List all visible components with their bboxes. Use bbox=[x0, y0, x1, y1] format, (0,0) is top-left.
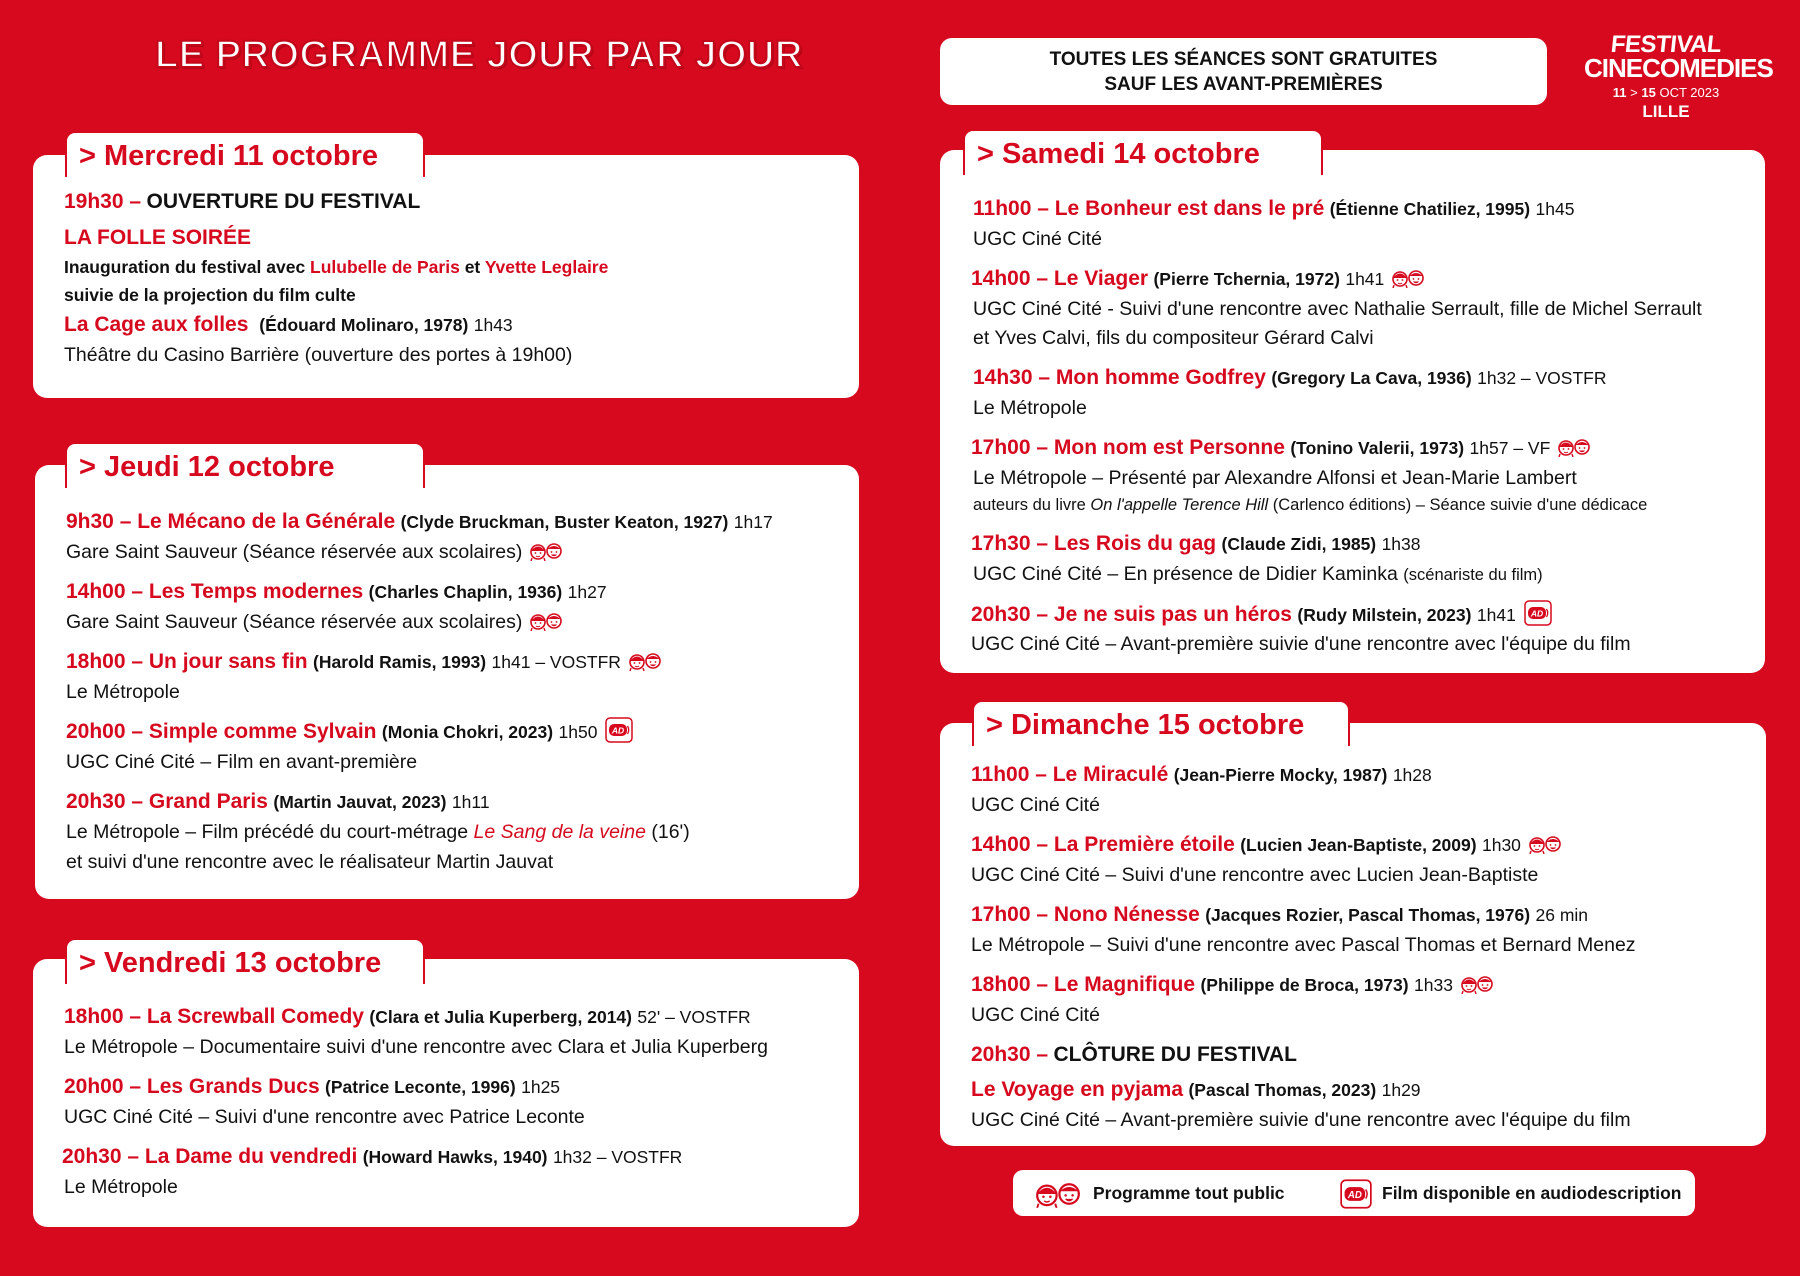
day-tab-thursday: > Jeudi 12 octobre bbox=[65, 442, 425, 488]
session-opening: 19h30 – OUVERTURE DU FESTIVAL bbox=[64, 190, 421, 213]
session-subtitle: LA FOLLE SOIRÉE bbox=[64, 226, 252, 249]
day-tab-saturday: > Samedi 14 octobre bbox=[963, 129, 1323, 175]
logo-line-2: CINECOMEDIES bbox=[1584, 53, 1773, 83]
session-item: 17h00 – Mon nom est Personne (Tonino Valerii, 1973) 1h57 – VF bbox=[971, 434, 1592, 462]
session-place: Le Métropole – Documentaire suivi d'une rencontre avec Clara et Julia Kuperberg bbox=[64, 1036, 768, 1058]
session-place: UGC Ciné Cité – Suivi d'une rencontre avec Patrice Leconte bbox=[64, 1106, 585, 1128]
festival-logo bbox=[1584, 31, 1773, 133]
kids-audience-icon bbox=[627, 651, 663, 671]
session-place: Le Métropole bbox=[973, 397, 1087, 419]
day-tab-wednesday: > Mercredi 11 octobre bbox=[65, 131, 425, 177]
legend-kids-label: Programme tout public bbox=[1093, 1183, 1285, 1203]
audiodescription-icon bbox=[605, 717, 633, 743]
session-item: 14h30 – Mon homme Godfrey (Gregory La Cava, 1936) 1h32 – VOSTFR bbox=[973, 366, 1607, 389]
legend-ad-label: Film disponible en audiodescription bbox=[1382, 1183, 1682, 1203]
session-place: Le Métropole bbox=[64, 1176, 178, 1198]
session-item: 18h00 – Un jour sans fin (Harold Ramis, 1993) 1h41 – VOSTFR bbox=[66, 648, 663, 676]
session-item: 20h00 – Simple comme Sylvain (Monia Chokri, 2023) 1h50 bbox=[66, 717, 633, 746]
session-closing: 20h30 – CLÔTURE DU FESTIVAL bbox=[971, 1043, 1297, 1066]
session-item: 18h00 – La Screwball Comedy (Clara et Julia Kuperberg, 2014) 52' – VOSTFR bbox=[64, 1005, 751, 1028]
session-item: 9h30 – Le Mécano de la Générale (Clyde Bruckman, Buster Keaton, 1927) 1h17 bbox=[66, 510, 773, 533]
session-item: 14h00 – Le Viager (Pierre Tchernia, 1972) 1h41 bbox=[971, 265, 1426, 293]
session-place: Le Métropole – Suivi d'une rencontre avec Pascal Thomas et Bernard Menez bbox=[971, 934, 1636, 956]
logo-dates: 11 > 15 OCT 2023 bbox=[1612, 85, 1720, 100]
audiodescription-icon bbox=[1524, 600, 1552, 626]
logo-line-1: FESTIVAL bbox=[1609, 31, 1723, 58]
session-place: Le Métropole – Présenté par Alexandre Alfonsi et Jean-Marie Lambert bbox=[973, 467, 1577, 489]
session-place: UGC Ciné Cité bbox=[971, 794, 1100, 816]
legend bbox=[1013, 1170, 1695, 1216]
session-desc: Inauguration du festival avec Lulubelle de Paris et Yvette Leglaire bbox=[64, 257, 609, 277]
session-place: Le Métropole bbox=[66, 681, 180, 703]
session-item: 20h30 – Grand Paris (Martin Jauvat, 2023) 1h11 bbox=[66, 790, 490, 813]
session-item: 14h00 – La Première étoile (Lucien Jean-Baptiste, 2009) 1h30 bbox=[971, 831, 1563, 859]
session-place: UGC Ciné Cité – Film en avant-première bbox=[66, 751, 418, 773]
session-item: 17h00 – Nono Nénesse (Jacques Rozier, Pascal Thomas, 1976) 26 min bbox=[971, 903, 1589, 926]
kids-audience-icon bbox=[528, 611, 564, 631]
session-item: 20h30 – Je ne suis pas un héros (Rudy Milstein, 2023) 1h41 bbox=[971, 600, 1552, 629]
session-place: UGC Ciné Cité bbox=[973, 228, 1102, 250]
session-place: Théâtre du Casino Barrière (ouverture des portes à 19h00) bbox=[64, 344, 573, 366]
session-item: 20h30 – La Dame du vendredi (Howard Hawks, 1940) 1h32 – VOSTFR bbox=[62, 1145, 683, 1168]
session-item: 18h00 – Le Magnifique (Philippe de Broca, 1973) 1h33 bbox=[971, 971, 1495, 999]
session-item: 17h30 – Les Rois du gag (Claude Zidi, 1985) 1h38 bbox=[971, 532, 1421, 555]
kids-audience-icon bbox=[1459, 974, 1495, 994]
session-closing-film: Le Voyage en pyjama (Pascal Thomas, 2023) 1h29 bbox=[971, 1078, 1421, 1101]
session-desc-2: suivie de la projection du film culte bbox=[64, 285, 356, 305]
session-place: Le Métropole – Film précédé du court-métrage Le Sang de la veine (16') bbox=[66, 821, 690, 843]
kids-audience-icon bbox=[528, 541, 564, 561]
session-place: UGC Ciné Cité – Suivi d'une rencontre avec Lucien Jean-Baptiste bbox=[971, 864, 1539, 886]
free-sessions-notice bbox=[940, 38, 1547, 105]
kids-audience-icon bbox=[1390, 268, 1426, 288]
session-place: UGC Ciné Cité – Avant-première suivie d'une rencontre avec l'équipe du film bbox=[971, 633, 1631, 655]
session-item: 11h00 – Le Miraculé (Jean-Pierre Mocky, 1987) 1h28 bbox=[971, 763, 1432, 786]
session-item: 20h00 – Les Grands Ducs (Patrice Leconte, 1996) 1h25 bbox=[64, 1075, 561, 1098]
kids-audience-icon bbox=[1556, 437, 1592, 457]
kids-audience-icon bbox=[1033, 1180, 1083, 1208]
session-place: Gare Saint Sauveur (Séance réservée aux scolaires) bbox=[66, 538, 564, 566]
session-place: Gare Saint Sauveur (Séance réservée aux scolaires) bbox=[66, 608, 564, 636]
page-title: LE PROGRAMME JOUR PAR JOUR bbox=[155, 34, 803, 76]
logo-city: LILLE bbox=[1642, 102, 1690, 121]
session-item: 11h00 – Le Bonheur est dans le pré (Étienne Chatiliez, 1995) 1h45 bbox=[973, 197, 1575, 220]
session-place: UGC Ciné Cité – Avant-première suivie d'une rencontre avec l'équipe du film bbox=[971, 1109, 1631, 1131]
session-place: UGC Ciné Cité - Suivi d'une rencontre avec Nathalie Serrault, fille de Michel Serrault bbox=[973, 298, 1702, 320]
notice-line-2: SAUF LES AVANT-PREMIÈRES bbox=[1104, 73, 1383, 95]
session-note: auteurs du livre On l'appelle Terence Hill (Carlenco éditions) – Séance suivie d'une dédicace bbox=[973, 496, 1648, 514]
session-place: UGC Ciné Cité – En présence de Didier Kaminka (scénariste du film) bbox=[973, 563, 1543, 585]
day-tab-sunday: > Dimanche 15 octobre bbox=[972, 700, 1350, 746]
session-place-2: et Yves Calvi, fils du compositeur Gérard Calvi bbox=[973, 327, 1374, 349]
day-tab-friday: > Vendredi 13 octobre bbox=[65, 938, 425, 984]
audiodescription-icon bbox=[1340, 1179, 1372, 1209]
session-item: 14h00 – Les Temps modernes (Charles Chaplin, 1936) 1h27 bbox=[66, 580, 607, 603]
session-film: La Cage aux folles (Édouard Molinaro, 1978) 1h43 bbox=[64, 313, 513, 336]
kids-audience-icon bbox=[1527, 834, 1563, 854]
session-place: UGC Ciné Cité bbox=[971, 1004, 1100, 1026]
session-place-2: et suivi d'une rencontre avec le réalisateur Martin Jauvat bbox=[66, 851, 554, 873]
notice-line-1: TOUTES LES SÉANCES SONT GRATUITES bbox=[1049, 48, 1438, 70]
